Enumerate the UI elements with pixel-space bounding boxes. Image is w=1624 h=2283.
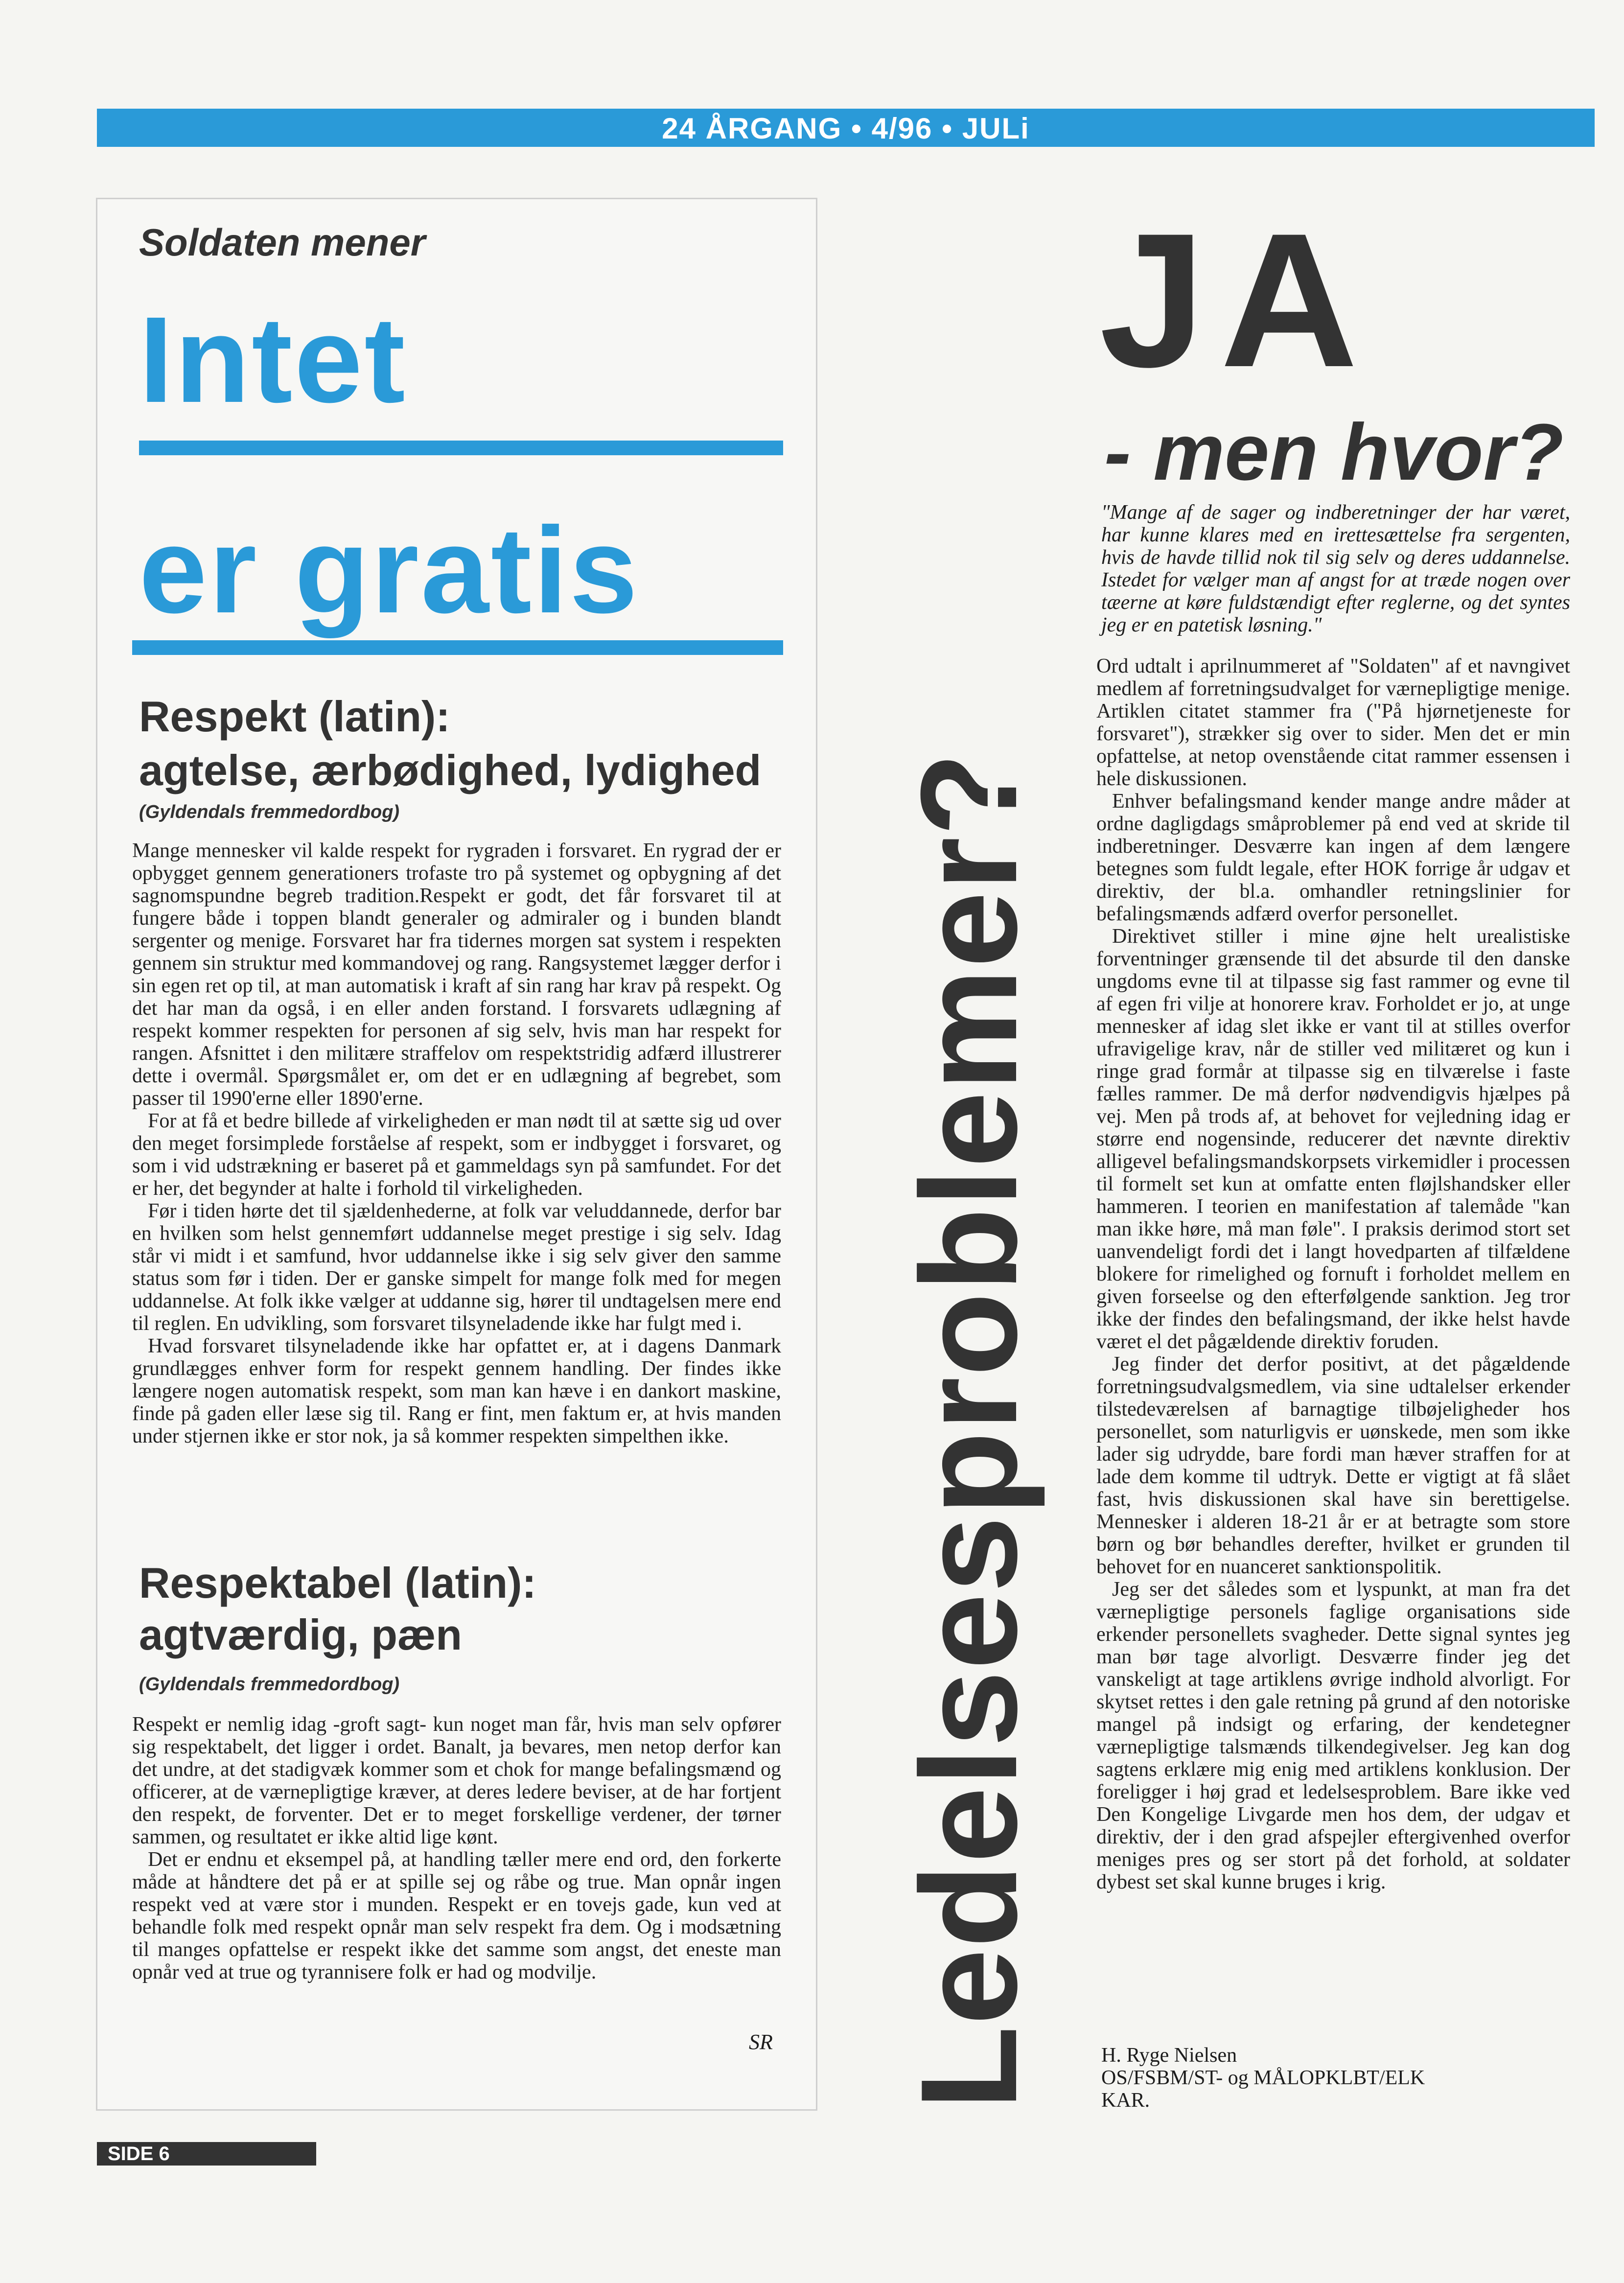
paragraph: Direktivet stiller i mine øjne helt urealistiske forventninger grænsende til det absurde til den danske ungdoms evne til at tilpasse sig fast rammer og evne til af egen fri vilje at honorere krav. Forholdet er jo, at unge mennesker af idag slet ikke er vant til at stilles overfor ufravigelige krav, når de stiller ved militæret og kun i ringe grad formår at tilpasse sig en tilværelse i faste fælles rammer. De må derfor nødvendigvis hjælpes på vej. Men på trods af, at behovet for vejledning idag er større end nogensinde, reducerer det nævnte direktiv alligevel befalingsmandskorpsets virkemidler i processen til formelt set kun at omfatte enten fløjlshandsker eller hammeren. I teorien en manifestation af talemåde "kan man ikke høre, må man føle". I praksis derimod stort set uanvendeligt fordi det i langt hovedparten af tilfældene blokere for rimelighed og fornuft i forholdet mellem en given forseelse og den efterfølgende sanktion. Jeg tror ikke der findes den befalingsmand, der ikke helst havde været el det pågældende direktiv foruden. [1096, 925, 1570, 1353]
byline [1101, 2044, 1425, 2112]
definition-2-title: Respektabel (latin): [139, 1559, 536, 1607]
paragraph: Hvad forsvaret tilsyneladende ikke har opfattet er, at i dagens Danmark grundlægges enhver form for respekt gennem handling. Der findes ikke længere nogen automatisk respekt, som man kan hæve i en dankort maskine, finde på gaden eller læse sig til. Rang er fint, men faktum er, at hvis manden under stjernen ikke er stor nok, ja så kommer respekten simpelthen ikke. [132, 1335, 781, 1447]
page-number: SIDE 6 [108, 2143, 170, 2165]
vertical-headline: Ledelsesproblemer? [893, 751, 1045, 2110]
paragraph: Jeg ser det således som et lyspunkt, at man fra det værnepligtige personels faglige organisations side erkender personellets svagheder. Dette signal syntes jeg man bør tage alvorligt. Desværre finder jeg det vanskeligt at tage artiklens øvrige indhold alvorligt. For skytset rettes i den gale retning på grund af den notoriske mangel på indsigt og erfaring, der kendetegner værnepligtige talsmænds tilkendegivelser. Jeg kan dog sagtens erklære mig enig med artiklens konklusion. Der foreligger i høj grad et ledelsesproblem. Bare ikke ved Den Kongelige Livgarde men hos dem, der udgav et direktiv, der i den grad afspejler eftergivenhed overfor meniges pres og ser stort på det forhold, at soldater dybest set skal kunne bruges i krig. [1096, 1578, 1570, 1893]
paragraph: Enhver befalingsmand kender mange andre måder at ordne dagligdags småproblemer på end ved at skride til indberetninger. Desværre kan ingen af dem længere betegnes som fuldt legale, efter HOK forrige år udgav et direktiv, der bl.a. omhandler retningslinier for befalingsmænds adfærd overfor personellet. [1096, 790, 1570, 925]
left-section-2 [132, 1713, 781, 1983]
paragraph: Mange mennesker vil kalde respekt for rygraden i forsvaret. En rygrad der er opbygget gennem generationers trofaste tro på systemet og opbygning af det sagnomspundne begreb tradition.Respekt er godt, det får forsvaret til at fungere både i toppen blandt generaler og admiraler og i bunden blandt sergenter og menige. Forsvaret har fra tidernes morgen sat system i respekten gennem sin struktur med kommandovej og rang. Rangsystemet lægger derfor i sin egen ret op til, at man automatisk i kraft af sin rang har krav på respekt. Og det har man da også, i en eller anden forstand. I forsvarets udlægning af respekt kommer respekten for personen af sig selv, hvis man har respekt for rangen. Afsnittet i den militære straffelov om respektstridig adfærd illustrerer dette i overmål. Spørgsmålet er, om det er en udlægning af begrebet, som passer til 1990'erne eller 1890'erne. [132, 839, 781, 1110]
column-kicker: Soldaten mener [139, 221, 426, 264]
paragraph: Før i tiden hørte det til sjældenhederne, at folk var veluddannede, derfor bar en hvilken som helst gennemført uddannelse meget prestige i sig selv. Idag står vi midt i et samfund, hvor uddannelse ikke i sig selv giver den samme status som før i tiden. Der er ganske simpelt for mange folk med for megen uddannelse. At folk ikke vælger at uddanne sig, hører til undtagelsen mere end til reglen. En udvikling, som forsvaret tilsyneladende ikke har fulgt med i. [132, 1200, 781, 1335]
headline-line-1: Intet [139, 291, 407, 428]
headline-rule-2 [132, 640, 783, 655]
definition-2-meaning: agtværdig, pæn [139, 1610, 463, 1659]
definition-1-source: (Gyldendals fremmedordbog) [139, 802, 400, 822]
pull-quote: "Mange af de sager og indberetninger der har været, har kunne klares med en irettesættelse fra sergenten, hvis de havde tillid nok til sig selv og deres uddannelse. Istedet for vælger man af angst for at træde nogen over tæerne at køre fuldstændigt efter reglerne, og det syntes jeg er en patetisk løsning." [1101, 501, 1570, 636]
right-title: JA [1099, 193, 1373, 407]
headline-line-2: er gratis [139, 502, 640, 638]
paragraph: Respekt er nemlig idag -groft sagt- kun noget man får, hvis man selv opfører sig respektabelt, det ligger i ordet. Banalt, ja bevares, men netop derfor kan det undre, at det stadigvæk kommer som et chok for mange befalingsmænd og officerer, at de værnepligtige kræver, at deres ledere beviser, at de har fortjent den respekt, de forventer. Det er to meget forskellige verdener, der tørner sammen, og resultatet er ikke altid lige kønt. [132, 1713, 781, 1848]
paragraph: Det er endnu et eksempel på, at handling tæller mere end ord, den forkerte måde at håndtere det på er at spille sej og råbe og true. Man opnår ingen respekt ved at være stor i munden. Respekt er en tovejs gade, kun ved at behandle folk med respekt opnår man selv respekt fra dem. Og i modsætning til manges opfattelse er respekt ikke det samme som angst, det eneste man opnår ved at true og tyrannisere folk er had og modvilje. [132, 1848, 781, 1983]
page-footer [97, 2142, 316, 2166]
paragraph: For at få et bedre billede af virkeligheden er man nødt til at sætte sig ud over den meget forsimplede forståelse af respekt, som er indbygget i forsvaret, og som i vid udstrækning er baseret på et gammeldags syn på samfundet. For det er her, det begynder at halte i forhold til virkeligheden. [132, 1110, 781, 1200]
right-subtitle: - men hvor? [1104, 407, 1564, 497]
byline-unit: OS/FSBM/ST- og MÅLOPKLBT/ELK [1101, 2067, 1425, 2089]
paragraph: Jeg finder det derfor positivt, at det pågældende forretningsudvalgsmedlem, via sine udtalelser erkender tilstedeværelsen af barnagtige tilbøjeligheder hos personellet, som naturligvis er uønskede, men som ikke lader sig udrydde, bare fordi man hæver straffen for at lade dem komme til udtryk. Dette er vigtigt at få slået fast, hvis diskussionen skal have sin berettigelse. Mennesker i alderen 18-21 år er at betragte som store børn og bør behandles derefter, hvilket er grunden til behovet for en nuanceret sanktionspolitik. [1096, 1353, 1570, 1578]
byline-unit-2: KAR. [1101, 2089, 1150, 2112]
right-article-body [1096, 655, 1570, 1893]
byline-name: H. Ryge Nielsen [1101, 2044, 1237, 2067]
headline-rule-1 [139, 441, 783, 455]
author-initials: SR [749, 2030, 773, 2054]
definition-2-source: (Gyldendals fremmedordbog) [139, 1674, 400, 1695]
left-section-1 [132, 839, 781, 1447]
header-banner [97, 109, 1595, 147]
issue-label: 24 ÅRGANG • 4/96 • JULi [662, 112, 1030, 145]
paragraph: Ord udtalt i aprilnummeret af "Soldaten" af et navngivet medlem af forretningsudvalget for værnepligtige menige. Artiklen citatet stammer fra ("På hjørnetjeneste for forsvaret"), strækker sig over to sider. Men det er min opfattelse, at netop ovenstående citat rammer essensen i hele diskussionen. [1096, 655, 1570, 790]
definition-1-meaning: agtelse, ærbødighed, lydighed [139, 746, 762, 794]
definition-1-title: Respekt (latin): [139, 692, 450, 741]
